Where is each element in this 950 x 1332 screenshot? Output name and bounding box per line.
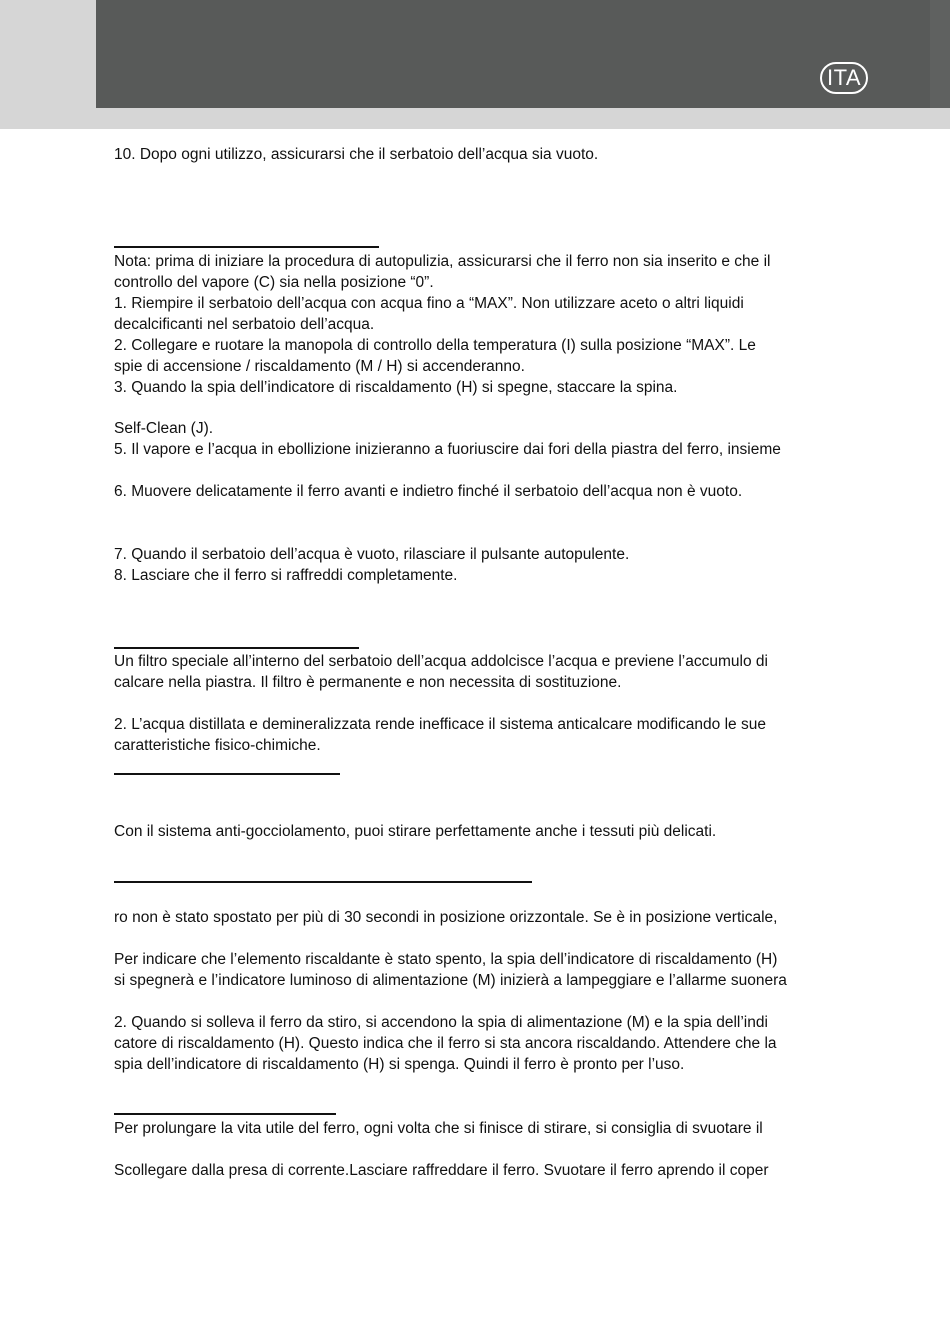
header-bar: [96, 0, 950, 108]
paragraph-line: 7. Quando il serbatoio dell’acqua è vuoto, rilasciare il pulsante autopulente.: [114, 546, 630, 563]
paragraph-line: 5. Il vapore e l’acqua in ebollizione inizieranno a fuoriuscire dai fori della piastra del ferro, insieme: [114, 441, 781, 458]
paragraph-line: 2. Quando si solleva il ferro da stiro, si accendono la spia di alimentazione (M) e la spia dell’indi: [114, 1014, 768, 1031]
paragraph-line: decalcificanti nel serbatoio dell’acqua.: [114, 316, 375, 333]
paragraph-line: 10. Dopo ogni utilizzo, assicurarsi che il serbatoio dell’acqua sia vuoto.: [114, 146, 599, 163]
paragraph-line: spie di accensione / riscaldamento (M / H) si accenderanno.: [114, 358, 525, 375]
paragraph-line: Un filtro speciale all’interno del serbatoio dell’acqua addolcisce l’acqua e previene l’accumulo di: [114, 653, 768, 670]
header-edge: [930, 0, 950, 108]
paragraph-line: Nota: prima di iniziare la procedura di autopulizia, assicurarsi che il ferro non sia inserito e che il: [114, 253, 771, 270]
paragraph-line: Per prolungare la vita utile del ferro, ogni volta che si finisce di stirare, si consiglia di svuotare il: [114, 1120, 763, 1137]
paragraph-line: Scollegare dalla presa di corrente.Lasciare raffreddare il ferro. Svuotare il ferro aprendo il coper: [114, 1162, 769, 1179]
paragraph-line: Self-Clean (J).: [114, 420, 214, 437]
paragraph-line: 6. Muovere delicatamente il ferro avanti e indietro finché il serbatoio dell’acqua non è vuoto.: [114, 483, 743, 500]
section-heading-rule: [114, 1113, 336, 1115]
paragraph-line: caratteristiche fisico-chimiche.: [114, 737, 321, 754]
paragraph-line: 1. Riempire il serbatoio dell’acqua con acqua fino a “MAX”. Non utilizzare aceto o altri liquidi: [114, 295, 744, 312]
paragraph-line: Con il sistema anti-gocciolamento, puoi stirare perfettamente anche i tessuti più delicati.: [114, 823, 717, 840]
paragraph-line: 8. Lasciare che il ferro si raffreddi completamente.: [114, 567, 458, 584]
paragraph-line: catore di riscaldamento (H). Questo indica che il ferro si sta ancora riscaldando. Attendere che la: [114, 1035, 777, 1052]
paragraph-line: ro non è stato spostato per più di 30 secondi in posizione orizzontale. Se è in posizione verticale,: [114, 909, 778, 926]
section-heading-rule: [114, 246, 379, 248]
paragraph-line: 2. Collegare e ruotare la manopola di controllo della temperatura (I) sulla posizione “MAX”. Le: [114, 337, 756, 354]
paragraph-line: 3. Quando la spia dell’indicatore di riscaldamento (H) si spegne, staccare la spina.: [114, 379, 678, 396]
paragraph-line: spia dell’indicatore di riscaldamento (H) si spenga. Quindi il ferro è pronto per l’uso.: [114, 1056, 685, 1073]
paragraph-line: 2. L’acqua distillata e demineralizzata rende inefficace il sistema anticalcare modificando le sue: [114, 716, 766, 733]
paragraph-line: si spegnerà e l’indicatore luminoso di alimentazione (M) inizierà a lampeggiare e l’allarme suonera: [114, 972, 787, 989]
paragraph-line: calcare nella piastra. Il filtro è permanente e non necessita di sostituzione.: [114, 674, 622, 691]
section-heading-rule: [114, 881, 532, 883]
section-heading-rule: [114, 647, 359, 649]
section-heading-rule: [114, 773, 340, 775]
paragraph-line: controllo del vapore (C) sia nella posizione “0”.: [114, 274, 434, 291]
language-badge: ITA: [820, 62, 868, 94]
paragraph-line: Per indicare che l’elemento riscaldante è stato spento, la spia dell’indicatore di riscaldamento (H): [114, 951, 778, 968]
